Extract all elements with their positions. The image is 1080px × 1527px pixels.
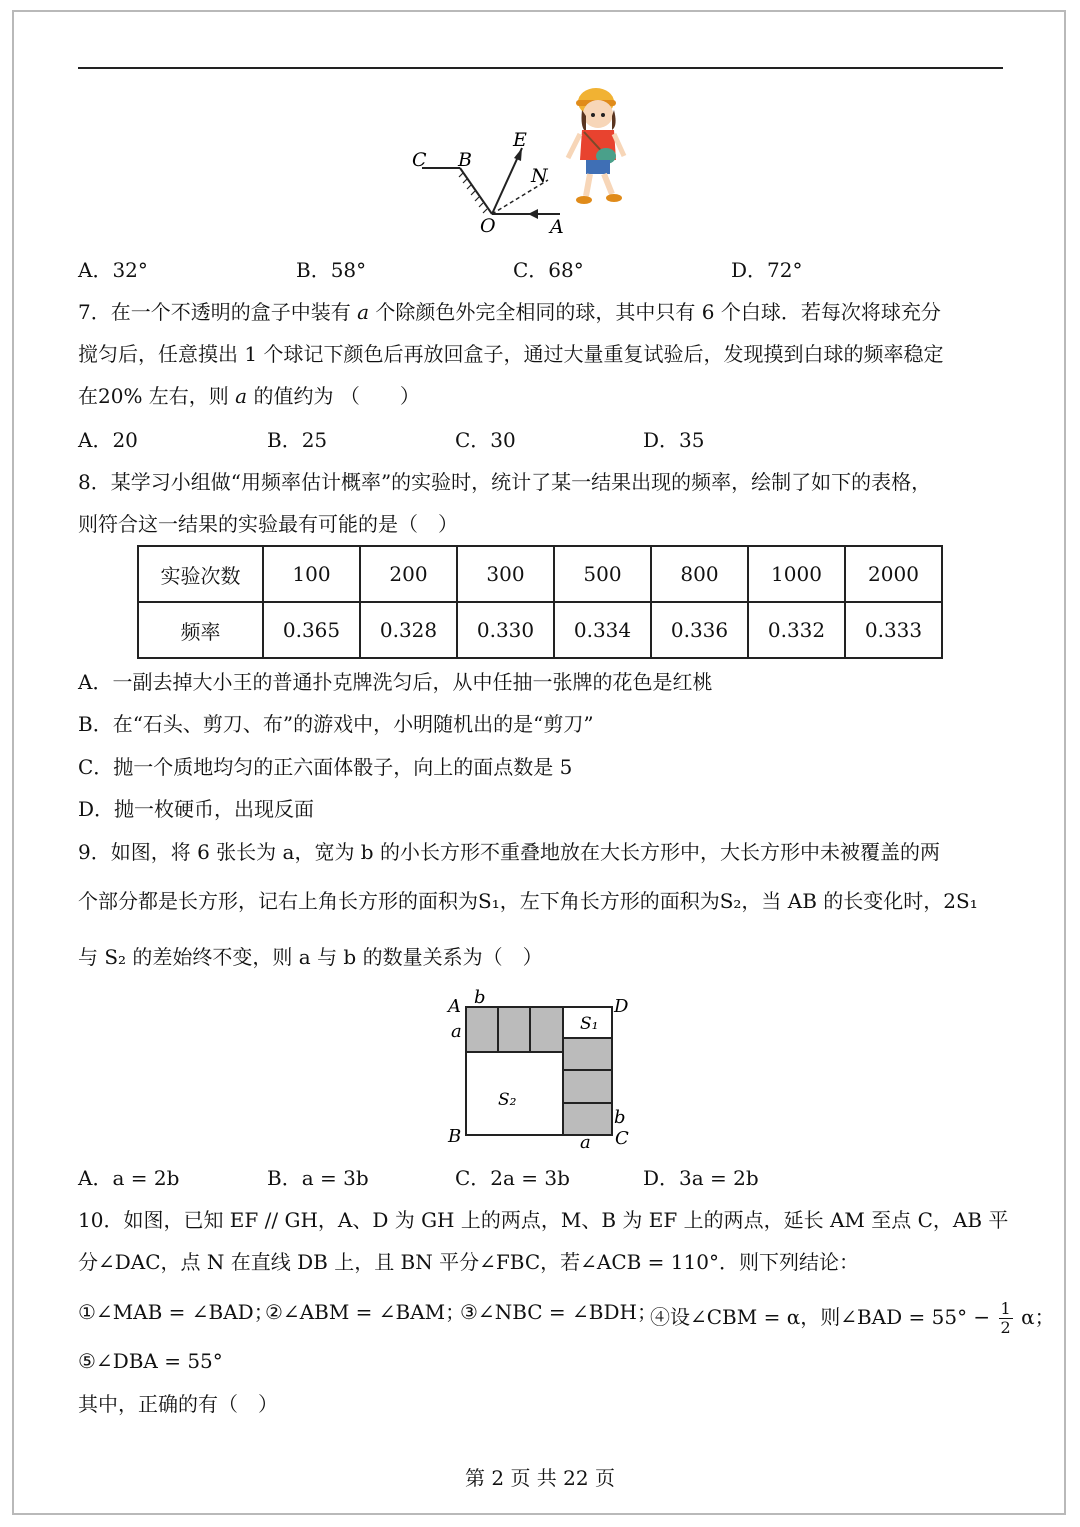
table-cell: 2000 xyxy=(845,546,942,602)
q9-option-a: A．a = 2b xyxy=(78,1166,180,1190)
table-cell: 0.332 xyxy=(748,602,845,658)
table-cell: 100 xyxy=(263,546,360,602)
q9-option-d: D．3a = 2b xyxy=(643,1166,759,1190)
label-C: C xyxy=(615,1128,629,1149)
q10-line-1: 10．如图，已知 EF // GH，A、D 为 GH 上的两点，M、B 为 EF 上的两点，延长 AM 至点 C，AB 平 xyxy=(78,1208,1009,1232)
label-a-bottom: a xyxy=(580,1132,591,1153)
label-O: O xyxy=(480,215,496,237)
q7-line-2: 搅匀后，任意摸出 1 个球记下颜色后再放回盒子，通过大量重复试验后，发现摸到白球的频率稳定 xyxy=(78,342,944,366)
table-cell: 0.328 xyxy=(360,602,457,658)
q8-line-2: 则符合这一结果的实验最有可能的是（ ） xyxy=(78,512,458,536)
label-b-top: b xyxy=(474,987,486,1008)
q7-line-1: 7．在一个不透明的盒子中装有 a 个除颜色外完全相同的球，其中只有 6 个白球．若每次将球充分 xyxy=(78,300,941,324)
table-row xyxy=(138,546,942,602)
q9-option-c: C．2a = 3b xyxy=(455,1166,570,1190)
table-cell: 800 xyxy=(651,546,748,602)
q7-option-d: D．35 xyxy=(643,428,705,452)
table-cell: 0.334 xyxy=(554,602,651,658)
q9-option-b: B．a = 3b xyxy=(267,1166,369,1190)
q9-line-3: 与 S₂ 的差始终不变，则 a 与 b 的数量关系为（ ） xyxy=(78,945,543,969)
label-A: A xyxy=(550,216,564,238)
q6-option-c: C．68° xyxy=(513,258,584,282)
q8-option-a: A．一副去掉大小王的普通扑克牌洗匀后，从中任抽一张牌的花色是红桃 xyxy=(78,670,713,694)
q8-option-b: B．在“石头、剪刀、布”的游戏中，小明随机出的是“剪刀” xyxy=(78,712,594,736)
rectangle-figure xyxy=(440,985,640,1155)
q10-question-prompt: 其中，正确的有（ ） xyxy=(78,1392,278,1416)
q10-conclusion-1: ①∠MAB = ∠BAD； xyxy=(78,1300,274,1324)
table-header-cell: 频率 xyxy=(138,602,263,658)
table-cell: 0.330 xyxy=(457,602,554,658)
q8-line-1: 8．某学习小组做“用频率估计概率”的实验时，统计了某一结果出现的频率，绘制了如下的表格， xyxy=(78,470,932,494)
label-a-left: a xyxy=(451,1021,462,1042)
q10-conclusion-5: ⑤∠DBA = 55° xyxy=(78,1349,223,1373)
q8-option-d: D．抛一枚硬币，出现反面 xyxy=(78,797,315,821)
q10-conclusion-3: ③∠NBC = ∠BDH； xyxy=(460,1300,657,1324)
table-cell: 0.365 xyxy=(263,602,360,658)
fraction-denominator: 2 xyxy=(1000,1318,1011,1337)
table-header-cell: 实验次数 xyxy=(138,546,263,602)
table-cell: 300 xyxy=(457,546,554,602)
q10-conclusion-4: ④设∠CBM = α，则∠BAD = 55° − $\frac{1}{2}$ α； xyxy=(650,1299,1055,1337)
cartoon-girl-illustration xyxy=(560,82,632,210)
fraction-numerator: 1 xyxy=(1000,1299,1011,1318)
header-rule xyxy=(78,67,1003,69)
table-cell: 200 xyxy=(360,546,457,602)
label-E: E xyxy=(513,129,527,151)
q8-option-c: C．抛一个质地均匀的正六面体骰子，向上的面点数是 5 xyxy=(78,755,573,779)
q7-option-a: A．20 xyxy=(78,428,138,452)
q6-option-d: D．72° xyxy=(731,258,803,282)
q9-line-2: 个部分都是长方形，记右上角长方形的面积为S₁，左下角长方形的面积为S₂，当 AB 的长变化时，2S₁ xyxy=(78,889,978,913)
page-footer: 第 2 页 共 22 页 xyxy=(465,1466,615,1490)
table-cell: 0.336 xyxy=(651,602,748,658)
label-S2: S₂ xyxy=(498,1090,517,1110)
label-B: B xyxy=(458,149,472,171)
q7-option-b: B．25 xyxy=(267,428,328,452)
table-row xyxy=(138,602,942,658)
q10-conclusion-2: ②∠ABM = ∠BAM； xyxy=(265,1300,466,1324)
label-C: C xyxy=(412,149,427,171)
q10-line-2: 分∠DAC，点 N 在直线 DB 上，且 BN 平分∠FBC，若∠ACB = 110°．则下列结论： xyxy=(78,1250,859,1274)
q9-line-1: 9．如图，将 6 张长为 a，宽为 b 的小长方形不重叠地放在大长方形中，大长方形中未被覆盖的两 xyxy=(78,840,940,864)
label-b-right: b xyxy=(614,1107,626,1128)
q6-option-a: A．32° xyxy=(78,258,148,282)
label-N: N xyxy=(531,165,548,187)
table-cell: 500 xyxy=(554,546,651,602)
frequency-table xyxy=(137,545,943,659)
table-cell: 1000 xyxy=(748,546,845,602)
label-B: B xyxy=(448,1126,462,1147)
label-D: D xyxy=(614,996,629,1017)
q7-line-3: 在20% 左右，则 a 的值约为 （ ） xyxy=(78,384,420,408)
label-S1: S₁ xyxy=(580,1014,599,1034)
label-A: A xyxy=(448,996,461,1017)
table-cell: 0.333 xyxy=(845,602,942,658)
q7-option-c: C．30 xyxy=(455,428,516,452)
q6-option-b: B．58° xyxy=(296,258,367,282)
